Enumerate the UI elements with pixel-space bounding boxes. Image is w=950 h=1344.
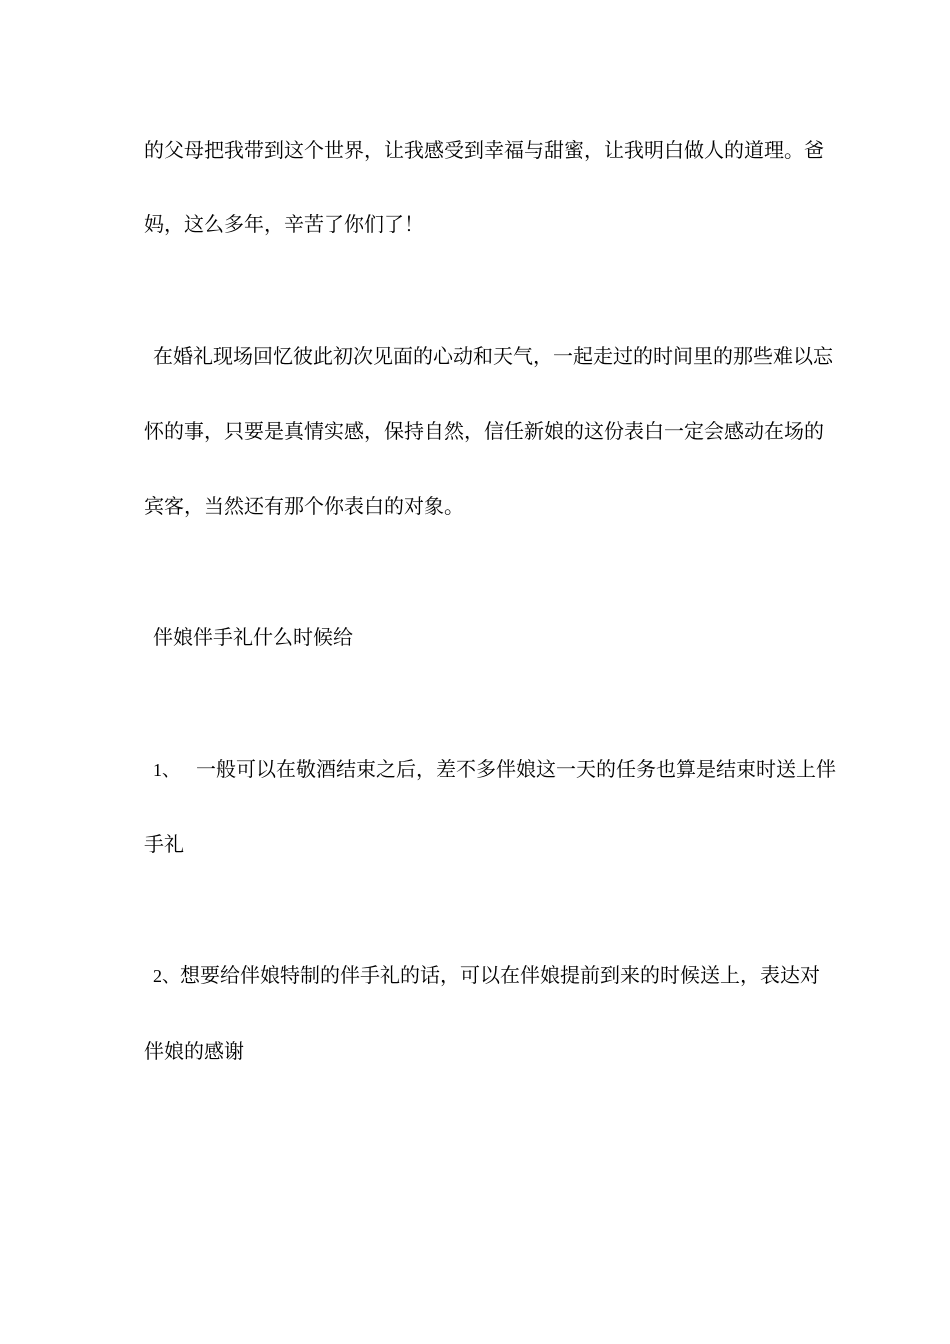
list-item-2-line-2: 伴娘的感谢 (144, 1039, 244, 1063)
list-item-2-text: 想要给伴娘特制的伴手礼的话，可以在伴娘提前到来的时候送上，表达对 (180, 963, 820, 987)
paragraph-2-line-1: 在婚礼现场回忆彼此初次见面的心动和天气，一起走过的时间里的那些难以忘 (153, 344, 833, 368)
paragraph-1-line-1: 的父母把我带到这个世界，让我感受到幸福与甜蜜，让我明白做人的道理。爸 (144, 138, 824, 162)
list-item-1-line-1 (153, 757, 836, 782)
list-item-1-number: 1、 (153, 760, 180, 780)
list-item-1-text: 一般可以在敬酒结束之后，差不多伴娘这一天的任务也算是结束时送上伴 (196, 757, 836, 781)
section-heading: 伴娘伴手礼什么时候给 (153, 625, 353, 649)
list-item-2-number: 2、 (153, 966, 180, 986)
paragraph-2-line-2: 怀的事，只要是真情实感，保持自然，信任新娘的这份表白一定会感动在场的 (144, 419, 824, 443)
list-item-1-line-2: 手礼 (144, 832, 184, 856)
paragraph-1-line-2: 妈，这么多年，辛苦了你们了！ (144, 212, 424, 236)
paragraph-2-line-3: 宾客，当然还有那个你表白的对象。 (144, 494, 464, 518)
list-item-2-line-1 (153, 963, 820, 988)
